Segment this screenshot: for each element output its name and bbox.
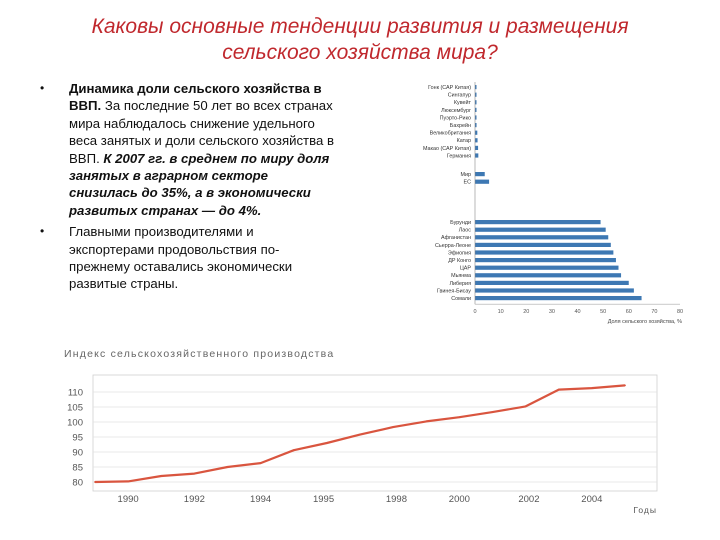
bar-category-label: Лаос (458, 227, 471, 234)
data-point (260, 462, 262, 464)
x-tick-label: 2004 (581, 494, 603, 505)
data-point (624, 385, 626, 387)
x-tick-label: 1992 (183, 494, 205, 505)
x-tick-label: 1998 (385, 494, 408, 505)
bar (475, 172, 485, 176)
bar-category-label: ЦАР (459, 265, 471, 272)
bar-category-label: Сьерра-Леоне (435, 242, 471, 249)
bar (475, 258, 616, 262)
bar-category-label: Гвинея-Бисау (436, 288, 471, 295)
bar (475, 250, 613, 254)
y-tick-label: 80 (72, 477, 83, 489)
bar (475, 281, 629, 285)
bullet-list (40, 80, 340, 297)
bar (475, 180, 489, 184)
x-tick-label: 40 (574, 309, 581, 316)
bullet-heading: Динамика доли сельского хозяйства в ВВП. (69, 81, 322, 114)
x-tick-label: 10 (497, 309, 504, 316)
data-point (525, 406, 527, 408)
x-tick-label: 80 (676, 309, 684, 316)
data-point (492, 411, 494, 413)
bar (475, 288, 634, 292)
data-point (193, 473, 195, 475)
bar (475, 228, 606, 232)
bullet-text: Главными производителями и экспортерами продовольствия по-прежнему оставались экономически развитые страны. (69, 224, 293, 292)
data-point (160, 475, 162, 477)
x-axis-title: Годы (633, 505, 657, 515)
x-tick-label: 60 (625, 309, 632, 316)
bar-category-label: Макао (САР Китая) (422, 145, 471, 152)
data-point (293, 449, 295, 451)
bar (475, 243, 611, 247)
data-point (392, 426, 394, 428)
x-tick-label: 2002 (518, 494, 540, 505)
y-tick-label: 110 (67, 387, 83, 399)
bar-category-label: Бурунди (450, 220, 471, 226)
bullet-text: За последние 50 лет во всех странах мира наблюдалось снижение удельного веса занятых и доли сельского хозяйства в ВВП. (69, 98, 334, 166)
data-point (458, 416, 460, 418)
bar-category-label: Афганистан (440, 235, 471, 242)
x-tick-label: 70 (651, 309, 658, 316)
bar-category-label: Катар (456, 138, 471, 145)
bar (475, 146, 478, 150)
bar (475, 296, 642, 300)
data-point (94, 481, 96, 483)
agricultural-production-index-chart (0, 345, 720, 540)
x-tick-label: 20 (523, 309, 530, 316)
data-point (227, 466, 229, 468)
chart-title: Индекс сельскохозяйственного производства (64, 348, 335, 360)
bar (475, 273, 621, 277)
bullet-item-gdp-share (40, 80, 340, 219)
bar-category-label: Гонк (САР Китая) (428, 85, 471, 91)
agriculture-share-bar-chart (400, 80, 700, 330)
x-tick-label: 50 (600, 309, 607, 316)
x-axis-title: Доля сельского хозяйства, % (607, 319, 682, 326)
x-tick-label: 1995 (312, 494, 335, 505)
y-tick-label: 95 (72, 432, 83, 444)
bar-category-label: Мир (460, 172, 471, 178)
bullet-emphasis: К 2007 гг. в среднем по миру доля занятых в аграрном секторе снизилась до 35%, а в экономически развитых странах — до 4%. (69, 150, 330, 218)
bar-category-label: Бахрейн (449, 123, 471, 129)
y-tick-label: 85 (72, 462, 83, 474)
bar-category-label: Сингапур (447, 92, 471, 99)
bar-category-label: Великобритания (429, 130, 471, 137)
y-tick-label: 105 (67, 402, 83, 414)
bar (475, 138, 478, 142)
x-tick-label: 30 (548, 309, 555, 316)
bar-category-label: ДР Конго (448, 258, 471, 264)
bar-category-label: Мьянма (451, 273, 471, 280)
bar-category-label: Пуэрто-Рико (439, 115, 471, 122)
bar (475, 266, 619, 270)
x-tick-label: 2000 (448, 494, 470, 505)
data-point (425, 421, 427, 423)
data-point (359, 434, 361, 436)
bullet-marker: • (40, 224, 45, 239)
y-tick-label: 100 (67, 417, 83, 429)
slide-title: Каковы основные тенденции развития и размещения сельского хозяйства мира? (91, 15, 629, 64)
bar (475, 235, 608, 239)
y-tick-label: 90 (72, 447, 83, 459)
bullet-marker: • (40, 81, 45, 95)
data-point (326, 442, 328, 444)
bar-category-label: Кувейт (453, 100, 471, 107)
bar (475, 153, 478, 157)
bar (475, 220, 601, 224)
x-tick-label: 1994 (250, 494, 272, 505)
bar-category-label: Сомали (451, 296, 471, 302)
x-tick-label: 1990 (117, 494, 139, 505)
bar-category-label: Либерия (449, 280, 471, 287)
data-point (558, 389, 560, 391)
bar-category-label: ЕС (463, 179, 471, 186)
bar (475, 131, 477, 135)
data-point (127, 481, 129, 483)
bar-category-label: Люксембург (441, 107, 471, 114)
data-point (591, 387, 593, 389)
x-tick-label: 0 (473, 309, 477, 316)
bar-category-label: Эфиопия (447, 250, 471, 257)
bullet-item-producers (40, 223, 340, 293)
bar-category-label: Германия (446, 153, 471, 160)
